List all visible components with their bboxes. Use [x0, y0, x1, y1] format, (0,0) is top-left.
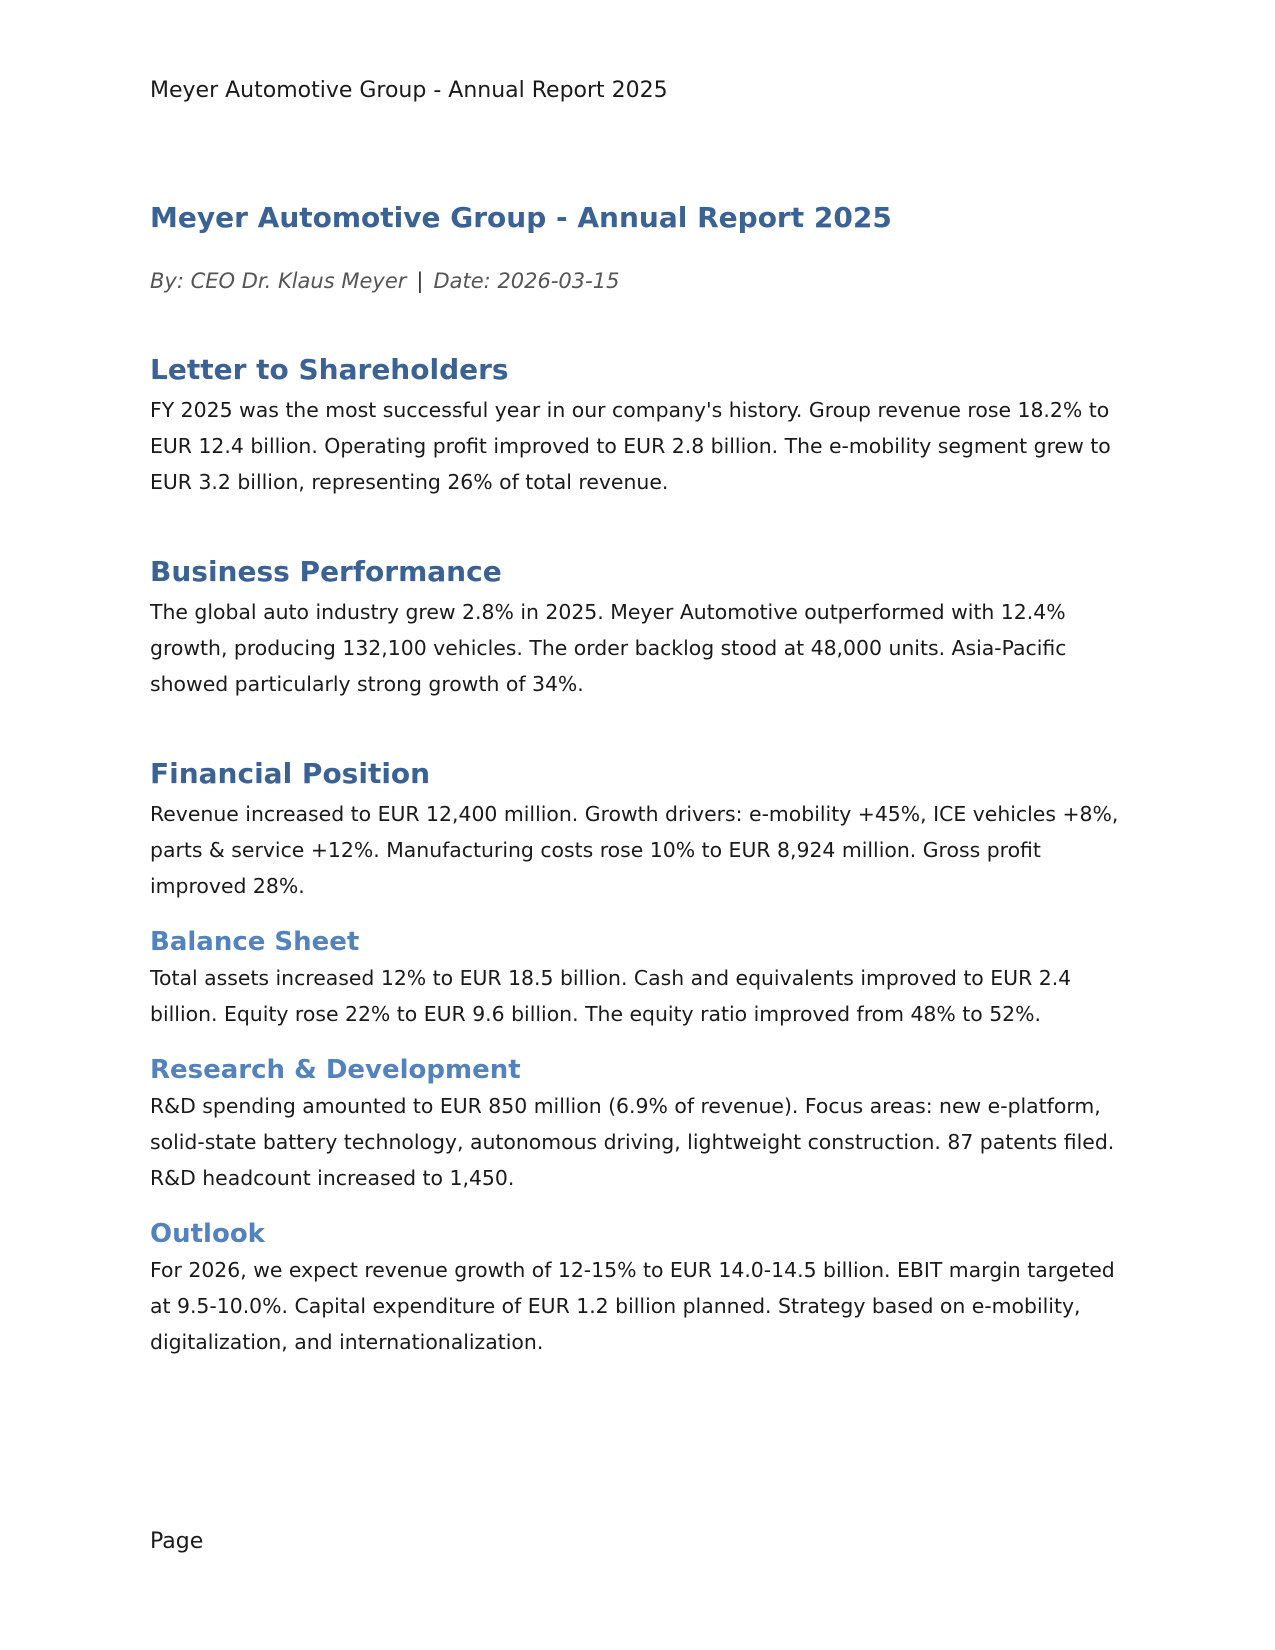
subsection-heading: Balance Sheet [150, 927, 360, 957]
subsection-balance-sheet [150, 924, 1135, 1032]
author: By: CEO Dr. Klaus Meyer [150, 269, 407, 293]
section-letter-to-shareholders [150, 350, 1135, 500]
section-paragraph: FY 2025 was the most successful year in our company's history. Group revenue rose 18.2% to EUR 12.4 billion. Operating profit improved to EUR 2.8 billion. The e-mobility segment grew to EUR 3.2 billion, representing 26% of total revenue. [150, 398, 1111, 494]
subsection-paragraph: For 2026, we expect revenue growth of 12-15% to EUR 14.0-14.5 billion. EBIT margin targeted at 9.5-10.0%. Capital expenditure of EUR 1.2 billion planned. Strategy based on e-mobility, digitalization, and internationalization. [150, 1258, 1115, 1354]
running-header: Meyer Automotive Group - Annual Report 2025 [150, 78, 668, 103]
byline [150, 266, 619, 296]
document-title: Meyer Automotive Group - Annual Report 2025 [150, 201, 892, 234]
subsection-paragraph: Total assets increased 12% to EUR 18.5 billion. Cash and equivalents improved to EUR 2.4 billion. Equity rose 22% to EUR 9.6 billion. The equity ratio improved from 48% to 52%. [150, 966, 1072, 1026]
page-footer: Page [150, 1529, 204, 1554]
subsection-outlook [150, 1216, 1135, 1360]
section-heading: Letter to Shareholders [150, 353, 509, 386]
section-heading: Business Performance [150, 555, 502, 588]
subsection-heading: Research & Development [150, 1055, 521, 1085]
section-paragraph: The global auto industry grew 2.8% in 2025. Meyer Automotive outperformed with 12.4% growth, producing 132,100 vehicles. The order backlog stood at 48,000 units. Asia-Pacific showed particularly strong growth of 34%. [150, 600, 1067, 696]
section-heading: Financial Position [150, 757, 431, 790]
subsection-paragraph: R&D spending amounted to EUR 850 million (6.9% of revenue). Focus areas: new e-platform, solid-state battery technology, autonomous driving, lightweight construction. 87 patents filed. R&D headcount increased to 1,450. [150, 1094, 1115, 1190]
report-date: Date: 2026-03-15 [433, 269, 620, 293]
section-paragraph: Revenue increased to EUR 12,400 million. Growth drivers: e-mobility +45%, ICE vehicles +8%, parts & service +12%. Manufacturing costs rose 10% to EUR 8,924 million. Gross profit improved 28%. [150, 802, 1119, 898]
document-page [150, 0, 1135, 1650]
byline-separator: | [416, 269, 424, 293]
section-business-performance [150, 552, 1135, 702]
subsection-research-development [150, 1052, 1135, 1196]
document-body [150, 350, 1135, 1360]
subsection-heading: Outlook [150, 1219, 265, 1249]
section-financial-position [150, 754, 1135, 1360]
